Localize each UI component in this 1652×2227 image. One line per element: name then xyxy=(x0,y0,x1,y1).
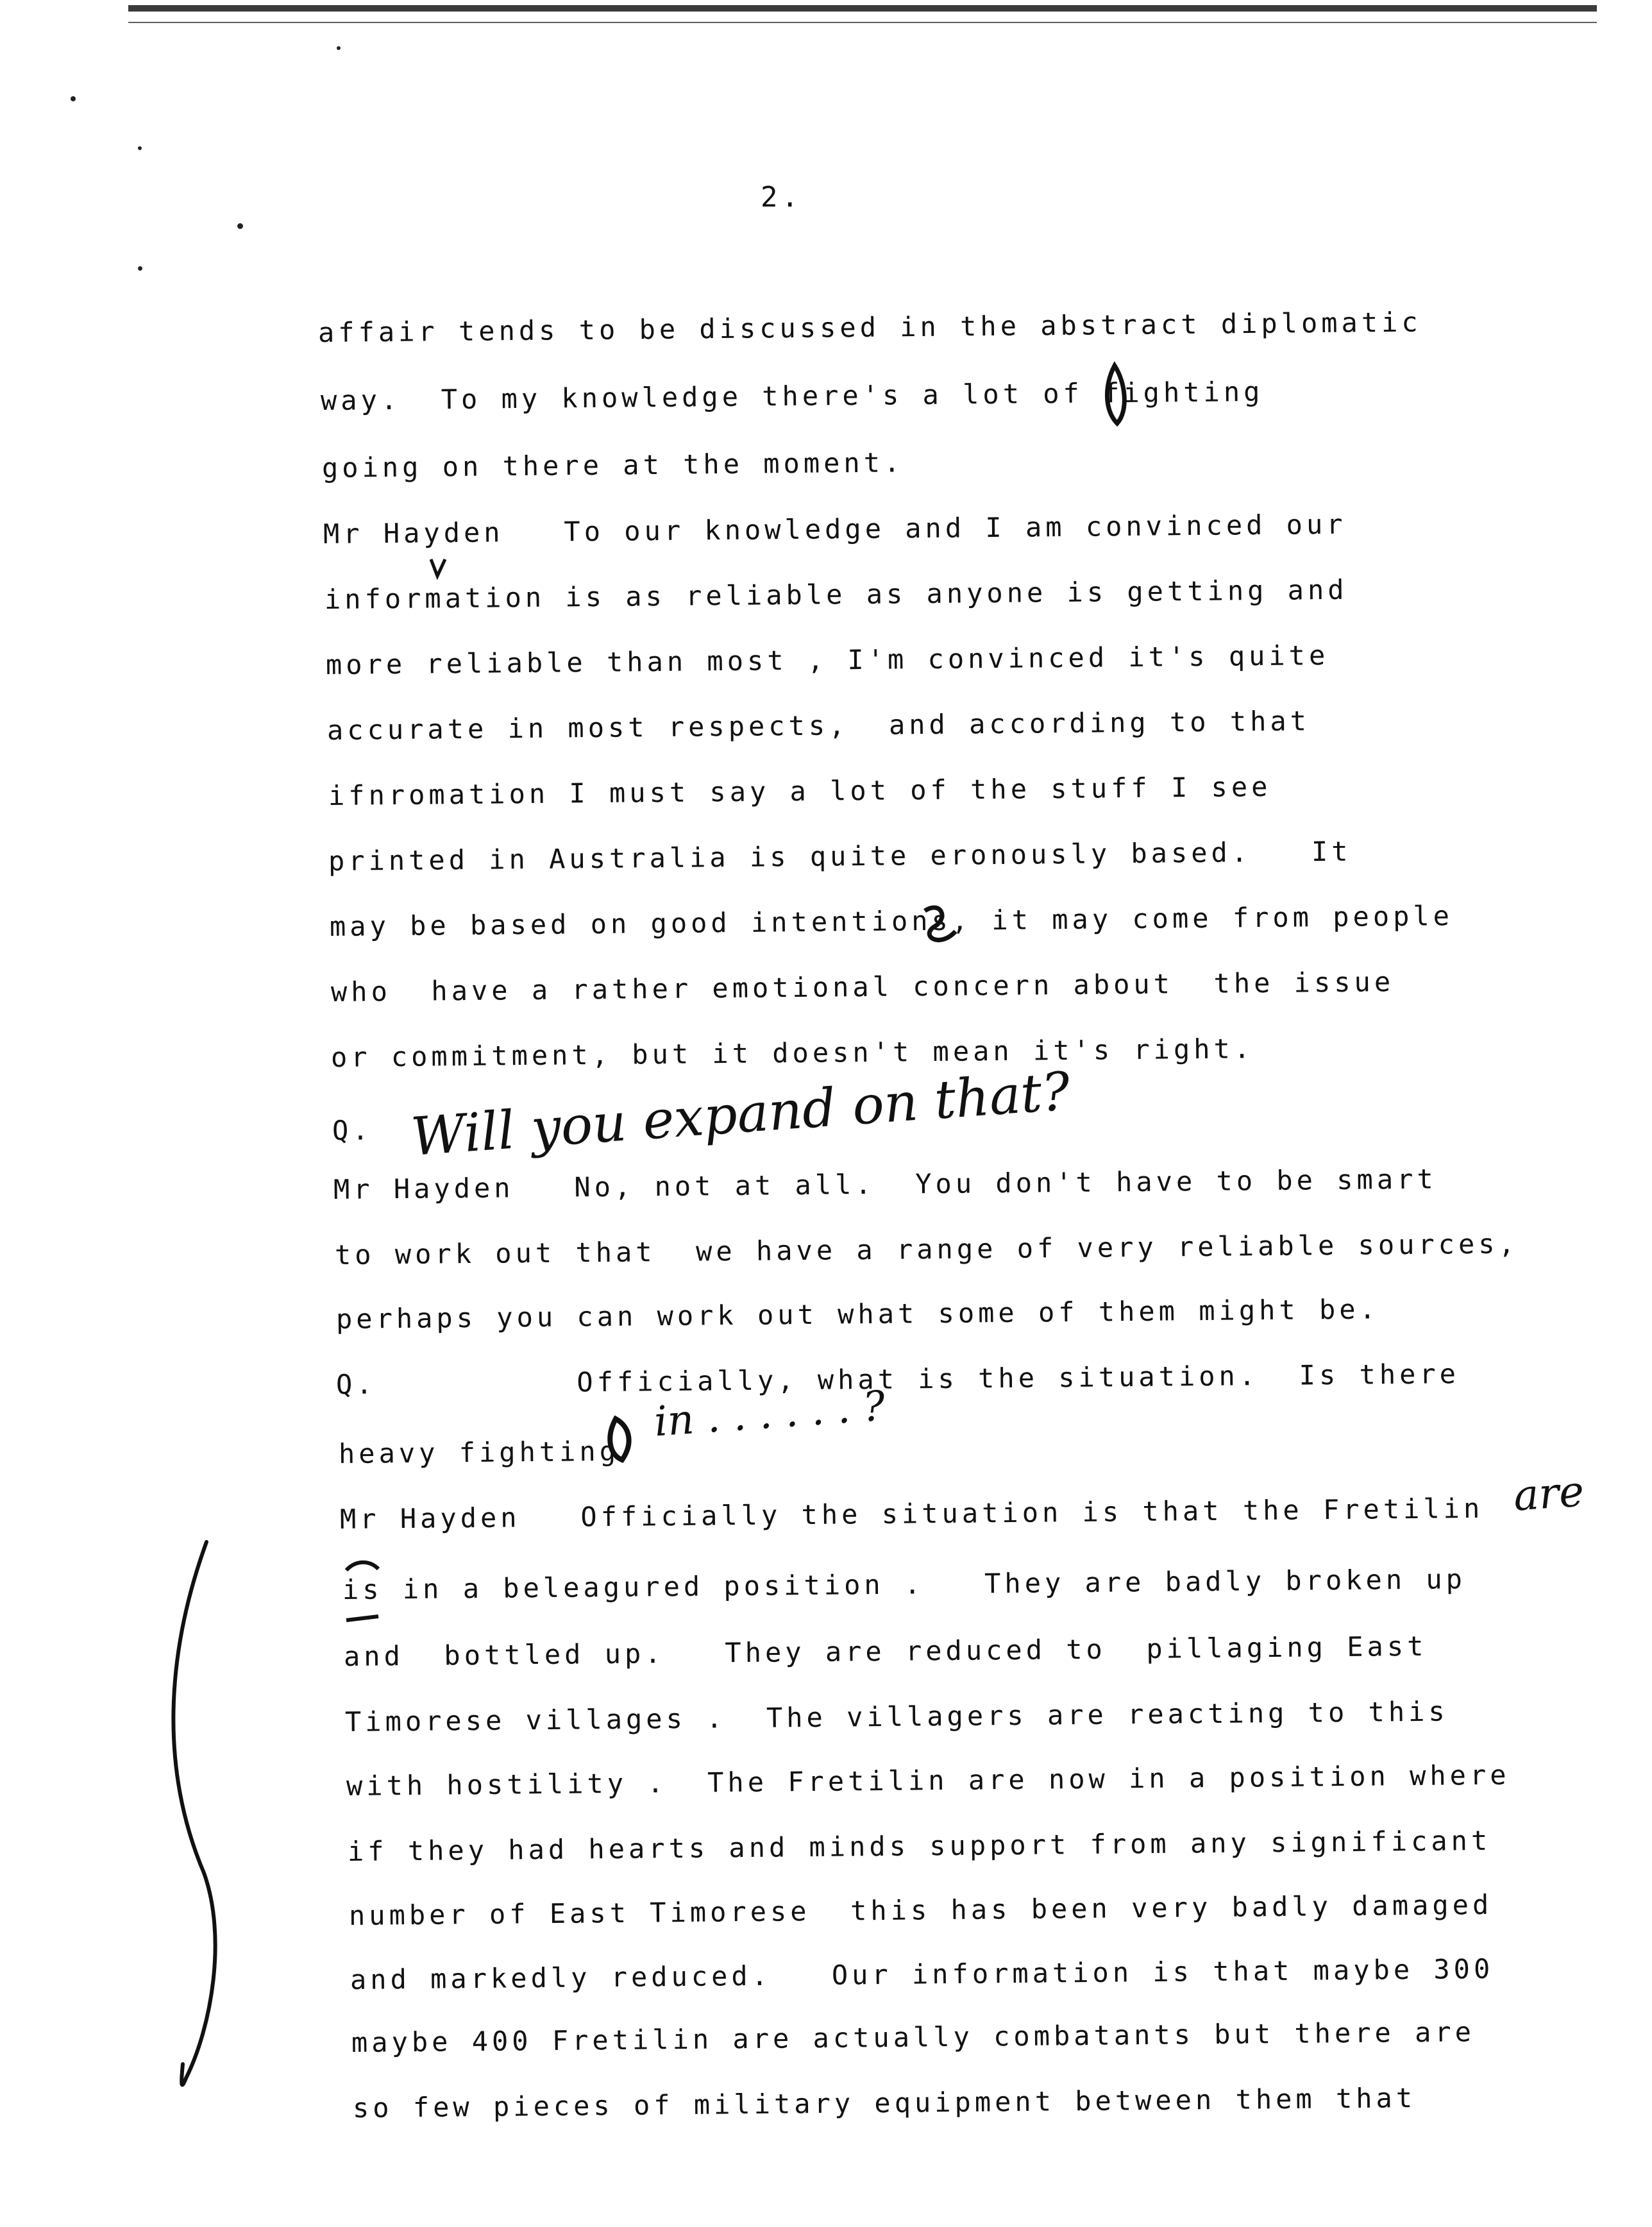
handwritten-margin-correction: are xyxy=(1512,1466,1586,1521)
text-line: so few pieces of military equipment between them that xyxy=(352,2082,1417,2124)
text-line: way. To my knowledge there's a lot of fighting xyxy=(320,375,1264,416)
text-line: if they had hearts and minds support from any significant xyxy=(347,1824,1492,1867)
text-line: Q. xyxy=(332,1114,373,1146)
text-line: Mr Hayden No, not at all. You don't have to be smart xyxy=(333,1163,1437,1205)
page-number: 2. xyxy=(761,181,802,214)
handwritten-insertion: in . . . . . . ? xyxy=(652,1382,887,1446)
text-line: going on there at the moment. xyxy=(321,446,904,484)
text-line: information is as reliable as anyone is getting and xyxy=(324,573,1348,615)
scan-speck xyxy=(337,46,341,50)
scan-top-edge xyxy=(128,5,1597,23)
scan-speck xyxy=(237,223,243,229)
text-line: and markedly reduced. Our information is that maybe 300 xyxy=(350,1952,1494,1995)
information-caret xyxy=(431,559,445,576)
text-line: perhaps you can work out what some of them might be. xyxy=(335,1293,1380,1335)
text-line: Q. Officially, what is the situation. Is there xyxy=(335,1358,1460,1400)
margin-bracket xyxy=(173,1542,215,2085)
text-line: with hostility . The Fretilin are now in a position where xyxy=(346,1759,1510,1802)
text-line: more reliable than most , I'm convinced it's quite xyxy=(325,639,1329,681)
text-line: affair tends to be discussed in the abstract diplomatic xyxy=(317,306,1422,348)
text-line: Mr Hayden To our knowledge and I am convinced our xyxy=(323,508,1347,550)
scan-speck xyxy=(71,96,76,101)
text-line: maybe 400 Fretilin are actually combatants but there are xyxy=(351,2016,1476,2058)
scan-speck xyxy=(138,146,142,150)
text-line: or commitment, but it doesn't mean it's right. xyxy=(330,1033,1254,1073)
text-line: ifnromation I must say a lot of the stuff I see xyxy=(328,770,1272,811)
text-line: may be based on good intentions, it may come from people xyxy=(329,900,1454,942)
text-line: to work out that we have a range of very reliable sources, xyxy=(334,1228,1519,1271)
text-line: number of East Timorese this has been very badly damaged xyxy=(348,1888,1493,1931)
text-line: who have a rather emotional concern about the issue xyxy=(330,966,1395,1008)
text-line: heavy fighting xyxy=(338,1435,620,1469)
text-line: accurate in most respects, and according to that xyxy=(326,705,1311,746)
scan-speck xyxy=(138,266,142,271)
text-line: Mr Hayden Officially the situation is that the Fretilin xyxy=(339,1492,1484,1535)
handwritten-question: Will you expand on that? xyxy=(409,1061,1072,1168)
text-line: Timorese villages . The villagers are reacting to this xyxy=(344,1695,1449,1738)
text-line: is in a beleagured position . They are badly broken up xyxy=(342,1563,1467,1605)
text-line: printed in Australia is quite eronously based. It xyxy=(328,835,1352,877)
text-line: and bottled up. They are reduced to pillaging East xyxy=(343,1630,1428,1672)
